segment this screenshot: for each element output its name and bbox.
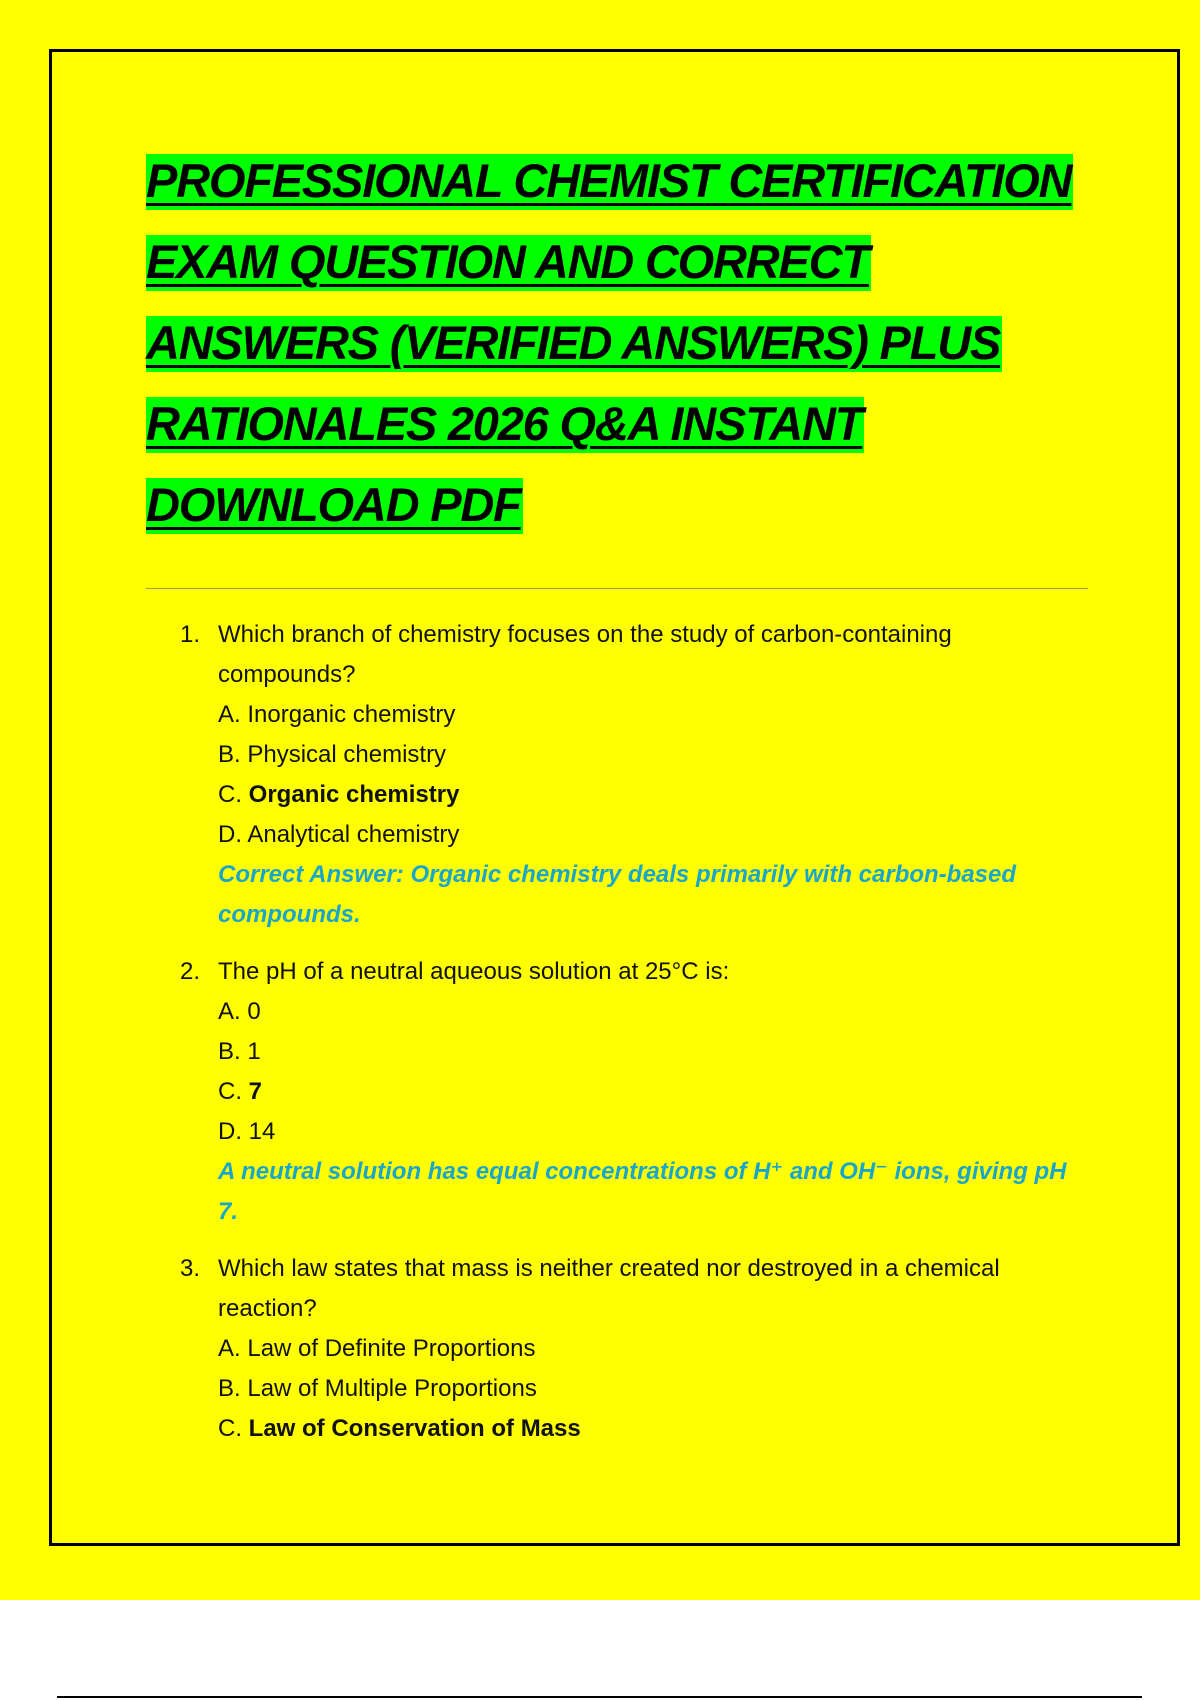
answer-option-c: C. Organic chemistry bbox=[218, 781, 460, 808]
question-text: Which law states that mass is neither created nor destroyed in a chemical reaction? bbox=[218, 1255, 1000, 1322]
answer-option-a: A. Law of Definite Proportions bbox=[218, 1335, 536, 1362]
title-line: RATIONALES 2026 Q&A INSTANT bbox=[146, 383, 1096, 464]
answer-option-a: A. 0 bbox=[218, 998, 261, 1025]
document-title bbox=[146, 140, 1096, 545]
answer-rationale: A neutral solution has equal concentrations of H⁺ and OH⁻ ions, giving pH 7. bbox=[218, 1158, 1067, 1225]
answer-option-b: B. 1 bbox=[218, 1038, 261, 1065]
answer-rationale: Correct Answer: Organic chemistry deals primarily with carbon-based compounds. bbox=[218, 861, 1017, 928]
correct-answer: 7 bbox=[248, 1078, 263, 1105]
question-number: 2. bbox=[180, 958, 201, 985]
question-text: The pH of a neutral aqueous solution at 25°C is: bbox=[218, 958, 730, 985]
title-line: ANSWERS (VERIFIED ANSWERS) PLUS bbox=[146, 302, 1096, 383]
correct-answer: Law of Conservation of Mass bbox=[248, 1415, 581, 1442]
question-number: 3. bbox=[180, 1255, 201, 1282]
correct-answer: Organic chemistry bbox=[248, 781, 460, 808]
question-3 bbox=[180, 1249, 1080, 1449]
answer-option-c: C. 7 bbox=[218, 1078, 263, 1105]
question-number: 1. bbox=[180, 621, 201, 648]
answer-option-a: A. Inorganic chemistry bbox=[218, 701, 456, 728]
footer-divider bbox=[57, 1696, 1142, 1698]
title-line: PROFESSIONAL CHEMIST CERTIFICATION bbox=[146, 140, 1096, 221]
title-line: EXAM QUESTION AND CORRECT bbox=[146, 221, 1096, 302]
question-2 bbox=[180, 952, 1080, 1232]
answer-option-d: D. 14 bbox=[218, 1118, 276, 1145]
answer-option-d: D. Analytical chemistry bbox=[218, 821, 460, 848]
question-1 bbox=[180, 615, 1080, 935]
answer-option-b: B. Physical chemistry bbox=[218, 741, 447, 768]
answer-option-b: B. Law of Multiple Proportions bbox=[218, 1375, 537, 1402]
question-list bbox=[180, 615, 1080, 1466]
answer-option-c: C. Law of Conservation of Mass bbox=[218, 1415, 581, 1442]
title-line: DOWNLOAD PDF bbox=[146, 464, 1096, 545]
question-text: Which branch of chemistry focuses on the study of carbon-containing compounds? bbox=[218, 621, 952, 688]
horizontal-divider bbox=[146, 588, 1088, 589]
